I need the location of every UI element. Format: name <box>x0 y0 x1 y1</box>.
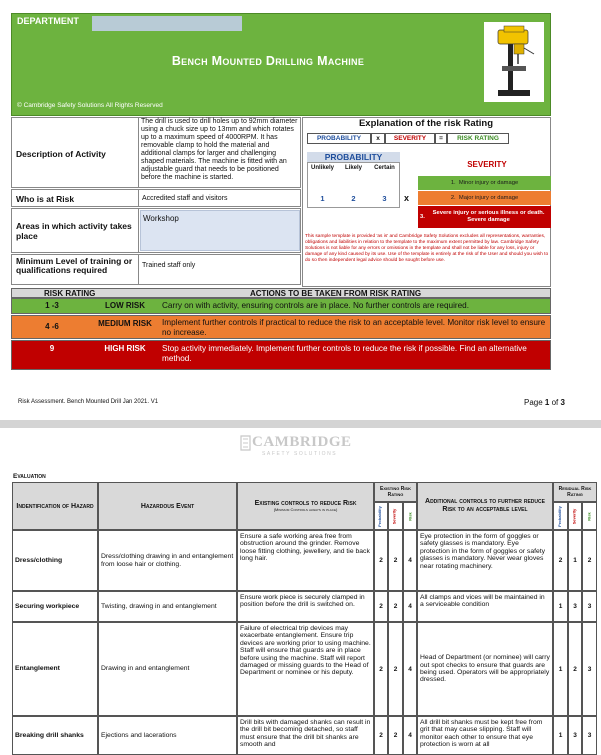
row-2-additional: All clamps and vices will be maintained in a serviceable condition <box>417 591 553 622</box>
risk-range-low: 1 -3 <box>45 301 59 310</box>
risk-action-medium: Implement further controls if practical to reduce the risk to an acceptable level. Monitor risk level to ensure no increase. <box>162 318 546 337</box>
row-2-existing-sev: 2 <box>388 591 403 622</box>
actions-heading: ACTIONS TO BE TAKEN FROM RISK RATING <box>250 289 422 298</box>
row-3-event: Drawing in and entanglement <box>98 622 237 716</box>
who-at-risk-label: Who is at Risk <box>16 194 75 204</box>
who-at-risk-row <box>11 189 301 207</box>
footer-page-word: Page <box>524 398 543 407</box>
row-3-additional: Head of Department (or nominee) will carry out spot checks to ensure that guards are being used. Operators will be appropriately dressed. <box>417 622 553 716</box>
severity-heading: SEVERITY <box>467 160 507 169</box>
department-label: DEPARTMENT <box>17 16 79 26</box>
header-existing-sev: Severity <box>388 502 403 530</box>
footer-page-current: 1 <box>544 398 550 407</box>
formula-severity: SEVERITY <box>385 133 435 144</box>
row-4-hazard: Breaking drill shanks <box>12 716 98 755</box>
row-1-existing-prob: 2 <box>374 530 388 591</box>
risk-level-high: HIGH RISK <box>104 344 146 353</box>
min-training-value: Trained staff only <box>142 262 196 269</box>
severity-text-3: Severe injury or serious illness or death. Severe damage <box>432 210 545 223</box>
probability-value-1: 1 <box>320 194 325 203</box>
row-2-existing: Ensure work piece is securely clamped in position before the drill is switched on. <box>237 591 374 622</box>
times-sign: x <box>404 193 410 203</box>
probability-col-likely: Likely <box>344 165 362 171</box>
row-3-existing-risk: 4 <box>403 622 417 716</box>
min-training-label: Minimum Level of training or qualifications required <box>16 256 133 275</box>
row-3-hazard: Entanglement <box>12 622 98 716</box>
row-4-existing-prob: 2 <box>374 716 388 755</box>
header-hazard: Indentification of Hazard <box>12 482 98 530</box>
risk-action-low: Carry on with activity, ensuring controls are in place. No further controls are required. <box>162 301 470 310</box>
formula-equals: = <box>435 133 447 144</box>
risk-rating-heading: RISK RATING <box>44 289 96 298</box>
areas-input[interactable] <box>140 210 300 251</box>
risk-action-high: Stop activity immediately. Implement further controls to reduce the risk if possible. Find an alternative method. <box>162 344 527 363</box>
severity-num-2: 2. <box>450 194 456 201</box>
header-event: Hazardous Event <box>98 482 237 530</box>
header-existing-title: Existing controls to reduce Risk <box>254 500 357 507</box>
risk-row-low <box>11 298 551 314</box>
risk-row-high <box>11 340 551 370</box>
footer-document-ref: Risk Assessment. Bench Mounted Drill Jan 2021. V1 <box>18 399 159 405</box>
row-2-hazard: Securing workpiece <box>12 591 98 622</box>
row-3-existing-sev: 2 <box>388 622 403 716</box>
probability-col-certain: Certain <box>374 165 395 171</box>
row-2-residual-sev: 3 <box>568 591 582 622</box>
formula-risk-rating: RISK RATING <box>447 133 509 144</box>
header-additional: Additional controls to further reduce Risk to an acceptable level <box>417 482 553 530</box>
probability-value-2: 2 <box>351 194 356 203</box>
page-two <box>0 428 601 755</box>
row-3-residual-sev: 2 <box>568 622 582 716</box>
severity-text-2: Major injury or damage <box>458 194 519 201</box>
row-1-residual-risk: 2 <box>582 530 597 591</box>
row-2-existing-prob: 2 <box>374 591 388 622</box>
drill-press-image <box>484 22 544 102</box>
footer-page-total: 3 <box>560 398 565 407</box>
logo-tagline: SAFETY SOLUTIONS <box>262 451 338 457</box>
risk-rating-header <box>11 288 551 298</box>
evaluation-title: Evaluation <box>13 473 46 480</box>
formula-times: x <box>371 133 385 144</box>
department-field[interactable] <box>92 16 242 31</box>
header-existing-sub: (Minimum Controls always in place) <box>273 507 338 512</box>
row-3-existing-prob: 2 <box>374 622 388 716</box>
risk-level-low: LOW RISK <box>105 301 145 310</box>
page-title: Bench Mounted Drilling Machine <box>171 54 365 68</box>
row-3-residual-risk: 3 <box>582 622 597 716</box>
footer-page-number <box>524 398 565 407</box>
description-text: The drill is used to drill holes up to 92mm diameter using a chuck size up to 13mm and which rotates up to a maximum speed of 4000RPM. It has removable clamp to hold the material and additional clamps for larger and challenging shaped materials. The machine is fitted with an adjustable guard that needs to be positioned before the machine is started. <box>141 118 298 181</box>
probability-value-3: 3 <box>382 194 387 203</box>
row-4-residual-risk: 3 <box>582 716 597 755</box>
page-separator <box>0 420 601 428</box>
row-1-existing: Ensure a safe working area free from obstruction around the grinder. Remove loose fitting clothing, jewellery, and tie back long hair. <box>237 530 374 591</box>
row-1-hazard: Dress/clothing <box>12 530 98 591</box>
footer-of-word: of <box>551 398 559 407</box>
row-2-existing-risk: 4 <box>403 591 417 622</box>
row-3-residual-prob: 1 <box>553 622 568 716</box>
probability-heading: PROBABILITY <box>307 152 400 162</box>
row-2-residual-risk: 3 <box>582 591 597 622</box>
row-2-event: Twisting, drawing in and entanglement <box>98 591 237 622</box>
disclaimer-text: This sample template is provided 'as is' and Cambridge Safety Solutions excludes all representations, warranties, obligations and liabilities in relation to the template to the maximum extent permitted by law. Cambridge Safety Solutions is not liable for any errors or omissions in the template and shall not be liable for any loss, injury or damage of any kind caused by its use. Use of the template is entirely at the risk of the User and should you wish to do so then independent legal advice should be sought before use. <box>305 234 549 263</box>
row-4-event: Ejections and lacerations <box>98 716 237 755</box>
row-1-event: Dress/clothing drawing in and entanglement from loose hair or clothing. <box>98 530 237 591</box>
copyright-notice: © Cambridge Safety Solutions All Rights Reserved <box>17 102 163 109</box>
header-residual-prob: Probability <box>553 502 568 530</box>
row-4-residual-sev: 3 <box>568 716 582 755</box>
risk-level-medium: MEDIUM RISK <box>98 319 152 328</box>
severity-row-1 <box>418 176 551 190</box>
who-at-risk-value: Accredited staff and visitors <box>142 195 228 202</box>
risk-range-medium: 4 -6 <box>45 322 59 331</box>
areas-value: Workshop <box>143 214 179 223</box>
row-4-residual-prob: 1 <box>553 716 568 755</box>
header-existing-rating: Existing Risk Rating <box>374 482 417 502</box>
formula-probability: PROBABILITY <box>307 133 371 144</box>
row-3-existing: Failure of electrical trip devices may exacerbate entanglement. Ensure trip devices are working prior to using machine. Staff will ensure that guards are in place before using the machine. Staff will report damaged or missing guards to the Head of Department or nominee or his deputy. <box>237 622 374 716</box>
header-residual-rating: Residual Risk Rating <box>553 482 597 502</box>
description-label: Description of Activity <box>16 149 106 159</box>
header-residual-sev: Severity <box>568 502 582 530</box>
row-1-residual-prob: 2 <box>553 530 568 591</box>
severity-row-2 <box>418 191 551 205</box>
row-4-additional: All drill bit shanks must be kept free from grit that may cause slipping. Staff will monitor each other to ensure that eye protection is worn at all <box>417 716 553 755</box>
title-banner <box>11 13 551 116</box>
severity-num-3: 3. <box>420 213 425 220</box>
probability-col-unlikely: Unlikely <box>310 165 334 171</box>
row-4-existing: Drill bits with damaged shanks can result in the drill bit becoming detached, so staff must ensure that the drill bit shanks are smooth and <box>237 716 374 755</box>
header-existing <box>237 482 374 530</box>
risk-range-high: 9 <box>49 344 55 353</box>
explanation-title: Explanation of the risk Rating <box>358 118 494 129</box>
logo-name: CAMBRIDGE <box>252 434 352 450</box>
header-existing-prob: Probability <box>374 502 388 530</box>
description-row <box>11 117 301 188</box>
severity-num-1: 1. <box>450 179 456 186</box>
row-1-existing-sev: 2 <box>388 530 403 591</box>
severity-text-1: Minor injury or damage <box>458 179 519 186</box>
row-1-additional: Eye protection in the form of goggles or safety glasses is mandatory. Eye protection in the form of goggles or safety glasses is mandatory. Never wear gloves near rotating machinery. <box>417 530 553 591</box>
areas-label: Areas in which activity takes place <box>16 221 132 241</box>
areas-row <box>11 208 301 253</box>
row-2-residual-prob: 1 <box>553 591 568 622</box>
hazard-table <box>12 482 597 755</box>
row-4-existing-sev: 2 <box>388 716 403 755</box>
header-residual-risk: Risk <box>582 502 597 530</box>
risk-row-medium <box>11 315 551 339</box>
severity-row-3 <box>418 206 551 228</box>
min-training-row <box>11 254 301 285</box>
row-1-existing-risk: 4 <box>403 530 417 591</box>
header-existing-risk: Risk <box>403 502 417 530</box>
row-4-existing-risk: 4 <box>403 716 417 755</box>
row-1-residual-sev: 1 <box>568 530 582 591</box>
